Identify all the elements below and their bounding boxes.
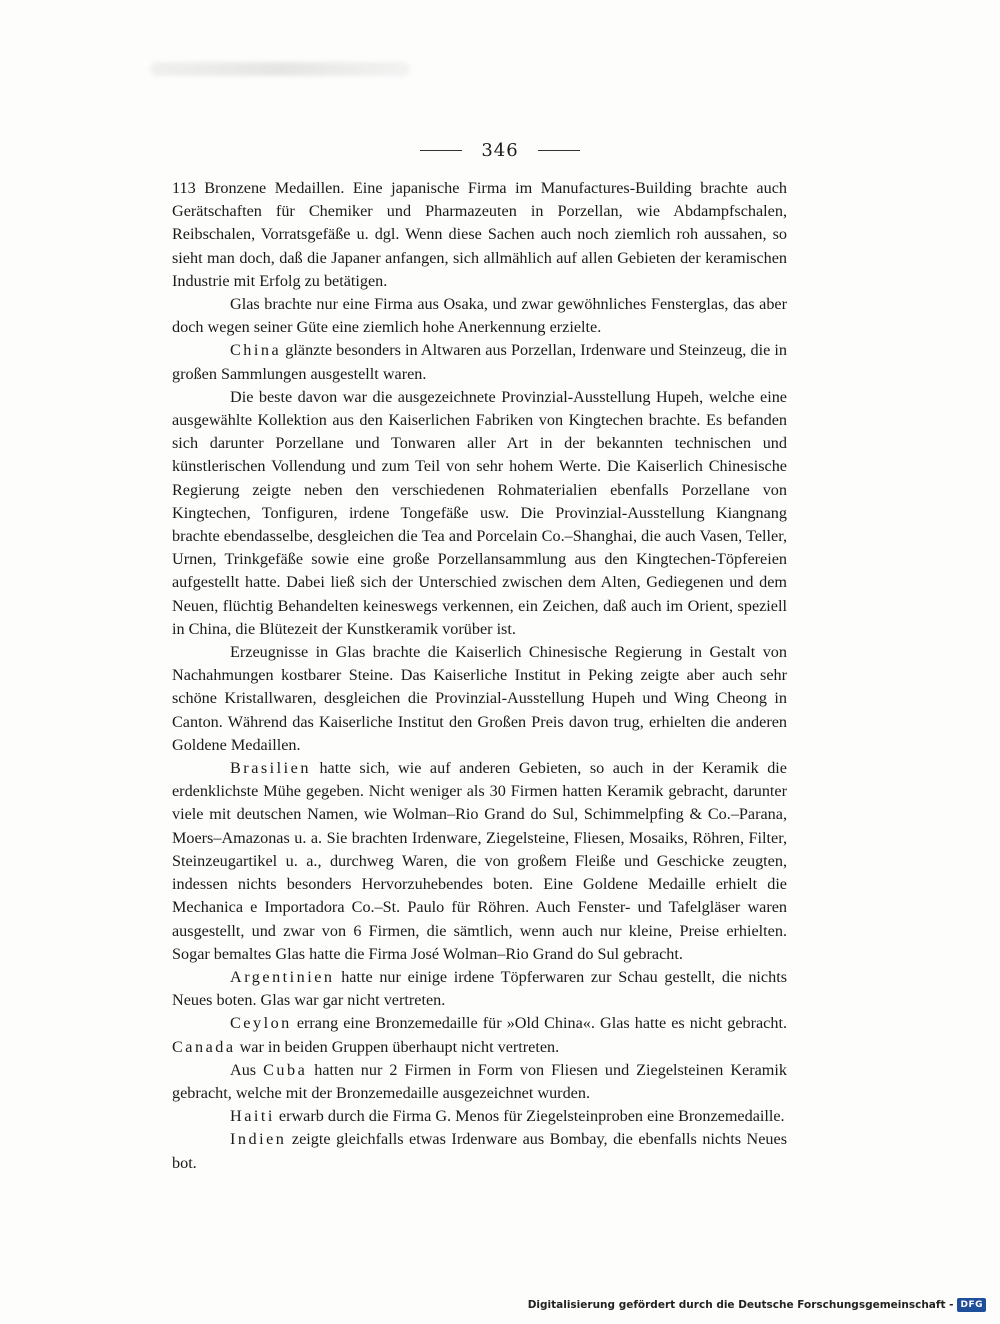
paragraph-10-text: erwarb durch die Firma G. Menos für Ziegelsteinproben eine Bronzemedaille. <box>274 1107 785 1126</box>
paragraph-6 <box>172 757 787 966</box>
page-header <box>0 140 1000 168</box>
paragraph-1 <box>172 177 787 293</box>
paragraph-9 <box>172 1059 787 1105</box>
paragraph-5 <box>172 641 787 757</box>
paragraph-1-text: 113 Bronzene Medaillen. Eine japanische Firma im Manufactures-Building brachte auch Gerätschaften für Chemiker und Pharmazeuten in Porzellan, wie Abdampfschalen, Reibschalen, Vorratsgefäße u. dgl. Wenn diese Sachen auch noch ziemlich roh aussahen, so sieht man doch, daß die Japaner anfangen, sich allmählich auf allen Gebieten der keramischen Industrie mit Erfolg zu betätigen. <box>172 179 787 290</box>
paragraph-9-text: Aus <box>230 1060 264 1079</box>
paragraph-5-text: Erzeugnisse in Glas brachte die Kaiserlich Chinesische Regierung in Gestalt von Nachahmungen kostbarer Steine. Das Kaiserliche Institut in Peking zeigte aber auch sehr schöne Kristallwaren, desgleichen die Provinzial-Ausstellung Hupeh und Wing Cheong in Canton. Während das Kaiserliche Institut den Großen Preis davon trug, erhielten die anderen Goldene Medaillen. <box>172 643 787 754</box>
footer-credit: Digitalisierung gefördert durch die Deutsche Forschungsgemeinschaft - <box>527 1299 954 1311</box>
digitization-footer <box>528 1296 986 1314</box>
paragraph-11-lead: Indien <box>230 1130 287 1149</box>
paragraph-8-lead: Ceylon <box>230 1014 292 1033</box>
paragraph-9-lead: Cuba <box>263 1060 308 1079</box>
page-number: 346 <box>481 140 519 161</box>
dfg-logo-icon: DFG <box>957 1298 986 1312</box>
paragraph-4-text: Die beste davon war die ausgezeichnete Provinzial-Ausstellung Hupeh, welche eine ausgewählte Kollektion aus den Kaiserlichen Fabriken von Kingtechen brachte. Es befanden sich darunter Porzellane und Tonwaren aller Art in der bekannten technischen und künstlerischen Vollendung und zum Teil von sehr hohem Werte. Die Kaiserlich Chinesische Regierung zeigte neben den verschiedenen Rohmaterialien ebenfalls Porzellane von Kingtechen, Tonfiguren, irdene Tongefäße usw. Die Provinzial-Ausstellung Kiangnang brachte ebendasselbe, desgleichen die Tea and Porcelain Co.–Shanghai, die auch Vasen, Teller, Urnen, Trinkgefäße sowie eine große Porzellansammlung aus den Kingtechen-Töpfereien aufgestellt hatte. Dabei ließ sich der Unterschied zwischen dem Alten, Gediegenen und dem Neuen, flüchtig Behandelten keineswegs verkennen, ein Zeichen, daß auch im Orient, speziell in China, die Blütezeit der Kunstkeramik vorüber ist. <box>172 387 787 638</box>
paragraph-8-text-2: war in beiden Gruppen überhaupt nicht vertreten. <box>235 1037 560 1056</box>
paragraph-6-text: hatte sich, wie auf anderen Gebieten, so auch in der Keramik die erdenklichste Mühe gegeben. Nicht weniger als 30 Firmen hatten Keramik gebracht, darunter viele mit deutschen Namen, wie Wolman–Rio Grand do Sul, Schimmelpfing & Co.–Parana, Moers–Amazonas u. a. Sie brachten Irdenware, Ziegelsteine, Fliesen, Mosaiks, Röhren, Filter, Steinzeugartikel u. a., durchweg Waren, die von großem Fleiße und Geschicke zeugten, indessen nichts besonders Hervorzuhebendes boten. Eine Goldene Medaille erhielt die Mechanica e Importadora Co.–St. Paulo für Röhren. Auch Fenster- und Tafelgläser waren ausgestellt, und zwar von 6 Firmen, die sämtlich, wenn auch nur kleine, Preise erhielten. Sogar bemaltes Glas hatte die Firma José Wolman–Rio Grand do Sul gebracht. <box>172 759 787 963</box>
scan-smudge <box>150 62 410 76</box>
paragraph-3 <box>172 339 787 385</box>
paragraph-8 <box>172 1012 787 1058</box>
paragraph-10 <box>172 1105 787 1128</box>
body-text <box>172 177 787 1175</box>
paragraph-9-text-2: hatten nur 2 Firmen in Form von Fliesen und Ziegelsteinen Keramik gebracht, welche mit der Bronzemedaille ausgezeichnet wurden. <box>172 1060 787 1102</box>
paragraph-4 <box>172 386 787 641</box>
paragraph-2 <box>172 293 787 339</box>
header-rule-left <box>420 150 462 151</box>
paragraph-3-lead: China <box>230 341 282 360</box>
paragraph-2-text: Glas brachte nur eine Firma aus Osaka, und zwar gewöhnliches Fensterglas, das aber doch wegen seiner Güte eine ziemlich hohe Anerkennung erzielte. <box>172 295 787 337</box>
paragraph-11 <box>172 1128 787 1174</box>
header-rule-right <box>538 150 580 151</box>
paragraph-7 <box>172 966 787 1012</box>
paragraph-7-text: hatte nur einige irdene Töpferwaren zur Schau gestellt, die nichts Neues boten. Glas war gar nicht vertreten. <box>172 967 787 1010</box>
paragraph-6-lead: Brasilien <box>230 759 311 778</box>
paragraph-11-text: zeigte gleichfalls etwas Irdenware aus Bombay, die ebenfalls nichts Neues bot. <box>172 1130 787 1172</box>
paragraph-7-lead: Argentinien <box>230 967 335 986</box>
paragraph-10-lead: Haiti <box>230 1107 275 1126</box>
paragraph-3-text: glänzte besonders in Altwaren aus Porzellan, Irdenware und Steinzeug, die in großen Sammlungen ausgestellt waren. <box>172 341 787 383</box>
paragraph-8-lead-2: Canada <box>172 1037 236 1056</box>
paragraph-8-text: errang eine Bronzemedaille für »Old China«. Glas hatte es nicht gebracht. <box>291 1014 787 1033</box>
